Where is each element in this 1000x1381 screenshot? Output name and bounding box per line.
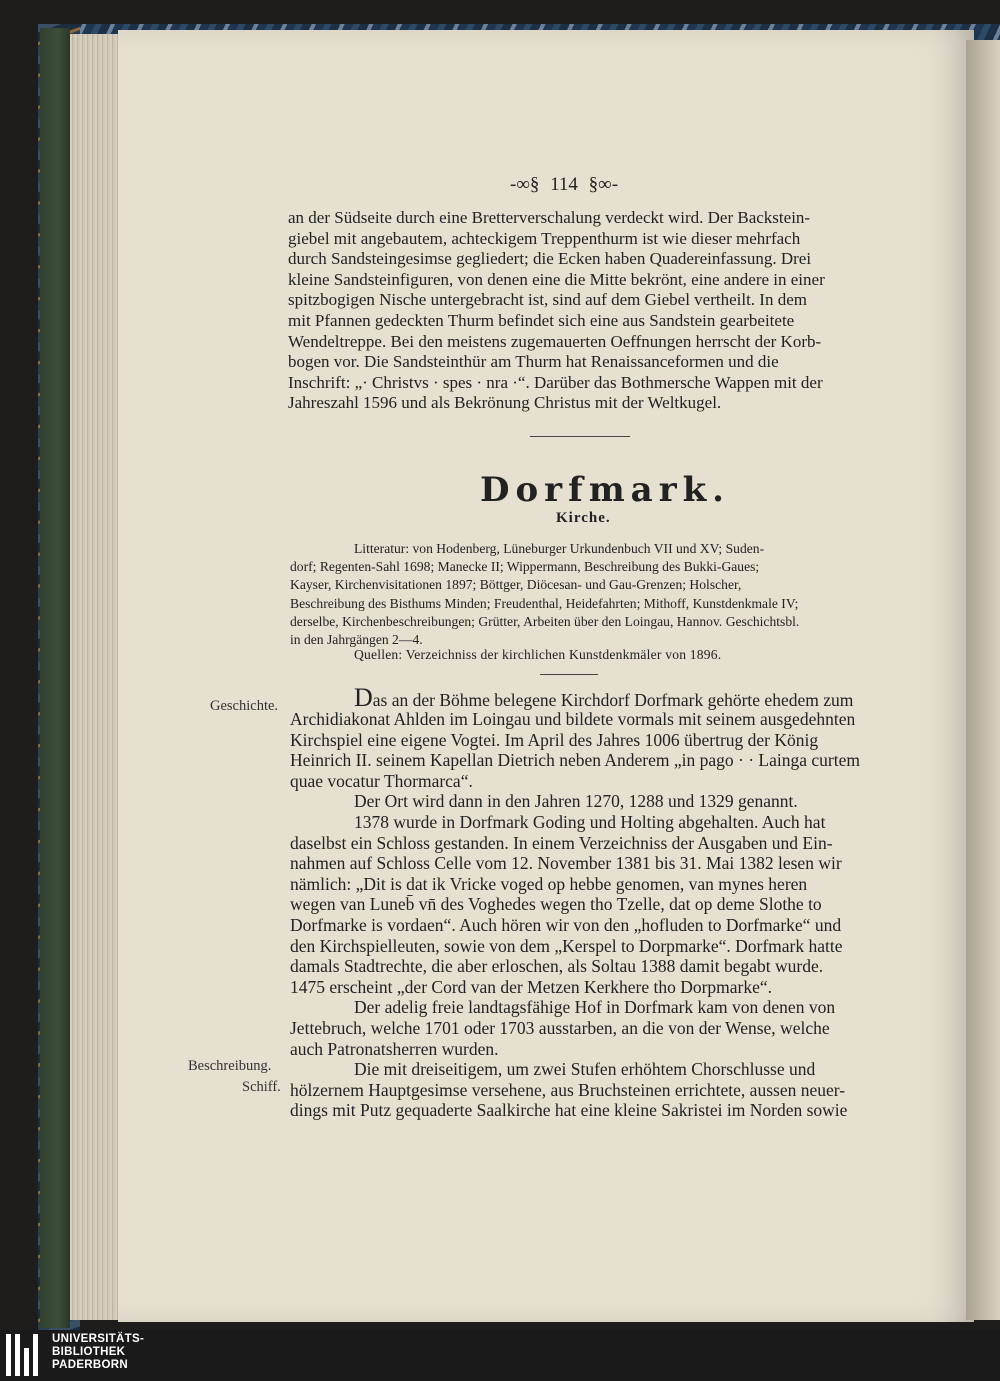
- facing-page-edge: [966, 40, 1000, 1320]
- literature-line: Litteratur: von Hodenberg, Lüneburger Urkundenbuch VII und XV; Suden-: [354, 541, 765, 556]
- page-number-line: [510, 174, 618, 196]
- margin-note-beschreibung: Beschreibung.: [188, 1058, 272, 1074]
- section-subtitle: Kirche.: [556, 510, 611, 526]
- top-line: mit Pfannen gedeckten Thurm befindet sich eine aus Sandstein gearbeitete: [288, 311, 795, 330]
- main-line: 1475 erscheint „der Cord van der Metzen Kerkhere tho Dorpmarke“.: [290, 976, 773, 997]
- page-edges: [70, 34, 125, 1320]
- page-number: 114: [550, 174, 578, 195]
- main-line: Archidiakonat Ahlden im Loingau und bildete vormals mit seinem ausgedehnten: [290, 709, 856, 729]
- section-divider-top: [530, 436, 630, 437]
- first-line: [354, 683, 854, 712]
- top-line: Wendeltreppe. Bei den meistens zugemauerten Oeffnungen herrscht der Korb-: [288, 331, 822, 351]
- library-logo-icon: [6, 1334, 46, 1376]
- footer-bar: [0, 1330, 1000, 1381]
- section-divider-bottom: [540, 674, 598, 675]
- main-line: quae vocatur Thormarca“.: [290, 770, 473, 791]
- top-line: kleine Sandsteinfiguren, von denen eine die Mitte bekrönt, eine andere in einer: [288, 269, 825, 289]
- literature-line: Beschreibung des Bisthums Minden; Freudenthal, Heidefahrten; Mithoff, Kunstdenkmale IV;: [290, 595, 799, 611]
- ornament-left: -∞§: [510, 174, 540, 195]
- literature-line: dorf; Regenten-Sahl 1698; Manecke II; Wippermann, Beschreibung des Bukki-Gaues;: [290, 559, 760, 575]
- margin-note-schiff: Schiff.: [242, 1079, 281, 1095]
- dropcap: D: [354, 683, 373, 712]
- main-line: den Kirchspielleuten, sowie von dem „Kerspel to Dorpmarke“. Dorfmark hatte: [290, 935, 843, 956]
- library-logo-text: [52, 1333, 144, 1372]
- main-line: nahmen auf Schloss Celle vom 12. November 1381 bis 31. Mai 1382 lesen wir: [290, 853, 842, 874]
- main-line: dings mit Putz gequaderte Saalkirche hat eine kleine Sakristei im Norden sowie: [290, 1100, 848, 1121]
- top-line: spitzbogigen Nische untergebracht ist, sind auf dem Giebel vertheilt. In dem: [288, 290, 807, 310]
- main-line: 1378 wurde in Dorfmark Goding und Holting abgehalten. Auch hat: [354, 812, 826, 832]
- section-title: Dorfmark.: [480, 470, 731, 510]
- main-line: Der adelig freie landtagsfähige Hof in Dorfmark kam von denen von: [354, 997, 836, 1018]
- top-line: Jahreszahl 1596 und als Bekrönung Christus mit der Weltkugel.: [288, 393, 722, 413]
- main-line: nämlich: „Dit is dat ik Vricke voged op hebbe genomen, van mynes heren: [290, 873, 808, 894]
- literature-line: Kayser, Kirchenvisitationen 1897; Böttger, Diöcesan- und Gau-Grenzen; Holscher,: [290, 577, 742, 593]
- main-line: Heinrich II. seinem Kapellan Dietrich neben Anderem „in pago · · Lainga curtem: [290, 750, 860, 771]
- literature-line: in den Jahrgängen 2—4.: [290, 632, 423, 647]
- first-line-rest: as an der Böhme belegene Kirchdorf Dorfmark gehörte ehedem zum: [372, 690, 854, 710]
- top-line: bogen vor. Die Sandsteinthür am Thurm hat Renaissanceformen und die: [288, 352, 779, 372]
- logo-line-1: UNIVERSITÄTS-: [52, 1333, 145, 1345]
- main-line: Dorfmarke is vordaen“. Auch hören wir von den „hofluden to Dorfmarke“ und: [290, 915, 842, 935]
- main-line: Die mit dreiseitigem, um zwei Stufen erhöhtem Chorschlusse und: [354, 1059, 816, 1080]
- book-spine-cloth: [40, 28, 70, 1328]
- top-line: Inschrift: „· Christvs · spes · nra ·“. Darüber das Bothmersche Wappen mit der: [288, 372, 823, 392]
- main-line: damals Stadtrechte, die aber erloschen, als Soltau 1388 damit begabt wurde.: [290, 956, 824, 977]
- top-line: giebel mit angebautem, achteckigem Treppenthurm ist wie dieser mehrfach: [288, 228, 801, 248]
- main-line: auch Patronatsherren wurden.: [290, 1038, 499, 1059]
- main-line: Der Ort wird dann in den Jahren 1270, 1288 und 1329 genannt.: [354, 791, 798, 812]
- main-line: wegen van Luneb̄ vn̄ des Voghedes wegen tho Tzelle, dat op deme Slothe to: [290, 894, 822, 915]
- main-line: hölzernem Hauptgesimse versehene, aus Bruchsteinen errichtete, aussen neuer-: [290, 1079, 846, 1100]
- logo-line-3: PADERBORN: [52, 1359, 128, 1371]
- literature-line: derselbe, Kirchenbeschreibungen; Grütter, Arbeiten über den Loingau, Hannov. Geschichtsbl.: [290, 613, 800, 629]
- main-line: Kirchspiel eine eigene Vogtei. Im April des Jahres 1006 übertrug der König: [290, 729, 819, 750]
- ornament-right: §∞-: [588, 174, 619, 195]
- margin-note-geschichte: Geschichte.: [210, 698, 279, 714]
- top-line: an der Südseite durch eine Bretterverschalung verdeckt wird. Der Backstein-: [288, 208, 811, 227]
- sources-line: Quellen: Verzeichniss der kirchlichen Kunstdenkmäler von 1896.: [354, 647, 722, 662]
- main-line: Jettebruch, welche 1701 oder 1703 ausstarben, an die von der Wense, welche: [290, 1018, 830, 1038]
- main-line: daselbst ein Schloss gestanden. In einem Verzeichniss der Ausgaben und Ein-: [290, 832, 833, 853]
- logo-line-2: BIBLIOTHEK: [52, 1346, 126, 1358]
- top-line: durch Sandsteingesimse gegliedert; die Ecken haben Quadereinfassung. Drei: [288, 249, 812, 269]
